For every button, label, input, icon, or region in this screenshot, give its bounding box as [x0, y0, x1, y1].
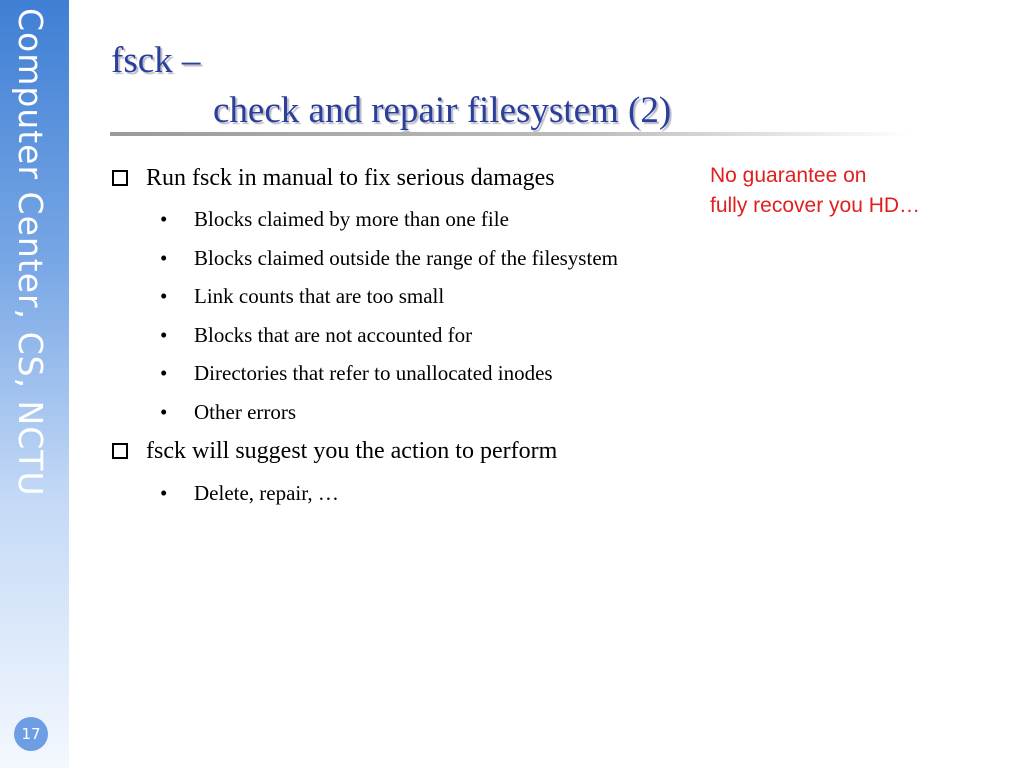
bullet-dot-icon: •: [160, 323, 168, 347]
list-item: [160, 284, 444, 309]
list-item-text: Other errors: [194, 400, 297, 424]
warning-note-line-2: fully recover you HD…: [710, 194, 921, 217]
list-item-text: Blocks claimed by more than one file: [194, 207, 509, 231]
warning-note-line-1: No guarantee on: [710, 164, 867, 187]
title-line-1: fsck –: [111, 40, 201, 81]
checkbox-bullet-icon: [112, 443, 128, 459]
sidebar: [0, 0, 69, 768]
list-item: [160, 323, 472, 348]
section-1-heading: [112, 165, 555, 192]
list-item-text: Blocks that are not accounted for: [194, 323, 473, 347]
list-item: [160, 207, 509, 232]
list-item-text: Delete, repair, …: [194, 481, 339, 505]
section-2-heading: [112, 438, 557, 465]
list-item-text: Blocks claimed outside the range of the filesystem: [194, 246, 618, 270]
warning-note: [710, 161, 920, 221]
list-item-text: Directories that refer to unallocated inodes: [194, 361, 553, 385]
sidebar-label: Computer Center, CS, NCTU: [11, 8, 50, 497]
bullet-dot-icon: •: [160, 207, 168, 231]
list-item: [160, 481, 339, 506]
section-1-heading-text: Run fsck in manual to fix serious damages: [146, 165, 555, 191]
list-item: [160, 361, 553, 386]
bullet-dot-icon: •: [160, 481, 168, 505]
list-item: [160, 246, 618, 271]
title-line-2: check and repair filesystem (2): [213, 90, 672, 131]
bullet-dot-icon: •: [160, 400, 168, 424]
title-divider: [110, 132, 912, 136]
bullet-dot-icon: •: [160, 361, 168, 385]
list-item: [160, 400, 296, 425]
slide-title: [111, 36, 671, 136]
checkbox-bullet-icon: [112, 170, 128, 186]
bullet-dot-icon: •: [160, 246, 168, 270]
list-item-text: Link counts that are too small: [194, 284, 445, 308]
page-number-badge: 17: [14, 717, 48, 751]
section-2-heading-text: fsck will suggest you the action to perform: [146, 438, 558, 464]
bullet-dot-icon: •: [160, 284, 168, 308]
